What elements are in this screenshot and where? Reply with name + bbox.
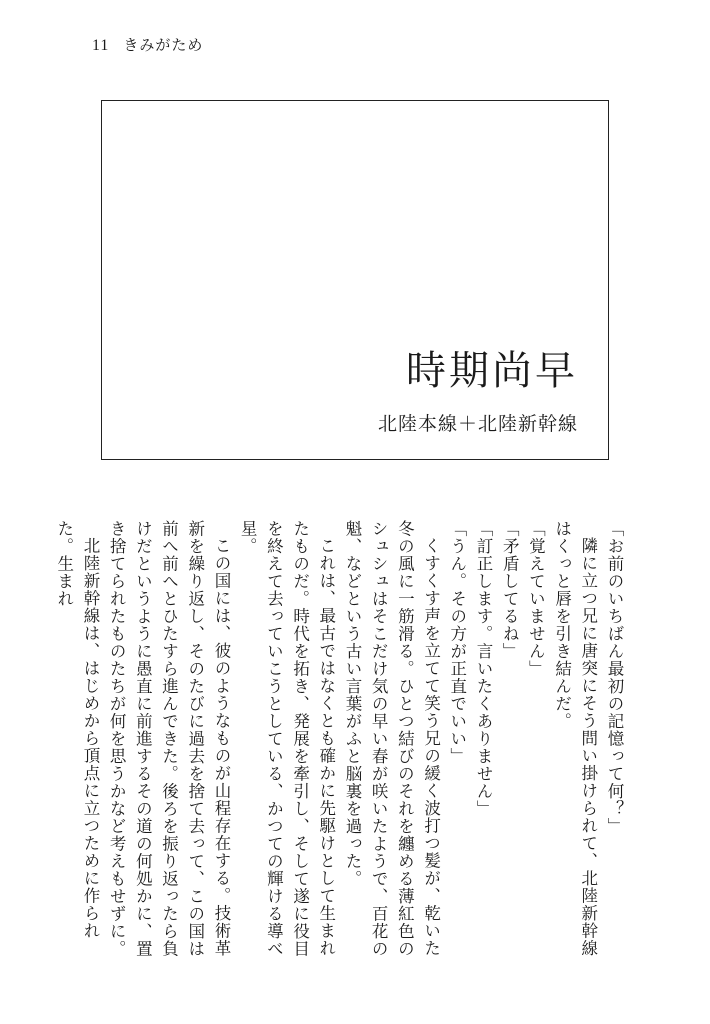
paragraph: 「覚えていません」 [526,520,546,678]
chapter-title-frame [101,100,609,460]
paragraph: くすくす声を立てて笑う兄の緩く波打つ髪が、乾いた冬の風に一筋滑る。ひとつ結びのそれを纏める薄紅色のシュシュはそこだけ気の早い春が咲いたようで、百花の魁、などという古い言葉がふと脳裏を過った。 [342,520,441,958]
paragraph: 「うん。その方が正直でいい」 [447,520,467,765]
chapter-subtitle: 北陸本線＋北陸新幹線 [377,413,578,435]
paragraph: 「お前のいちばん最初の記憶って何？」 [605,520,624,835]
running-book-title: きみがため [123,36,204,54]
paragraph: 「矛盾してるね」 [500,520,520,660]
paragraph: この国には、彼のようなものが山程存在する。技術革新を繰り返し、そのたびに過去を捨て去って、この国は前へ前へとひたすら進んできた。後ろを振り返ったら負けだというように愚直に前進するその道の何処かに、置き捨てられたものたちが何を思うかなど考えもせずに。 [107,520,231,958]
running-head [92,34,203,54]
paragraph: 北陸新幹線は、はじめから頂点に立つために作られた。生まれ [54,520,100,939]
paragraph: 隣に立つ兄に唐突にそう問い掛けられて、北陸新幹線はくっと唇を引き結んだ。 [552,520,598,957]
page-number: 11 [92,37,110,54]
paragraph: 「訂正します。言いたくありません」 [473,520,493,818]
chapter-title: 時期尚早 [406,348,578,394]
body-text [54,520,627,960]
paragraph: これは、最古ではなくとも確かに先駆けとして生まれたものだ。時代を拓き、発展を牽引し、そして遂に役目を終えて去っていこうとしている、かつての輝ける導べ星。 [238,520,336,958]
